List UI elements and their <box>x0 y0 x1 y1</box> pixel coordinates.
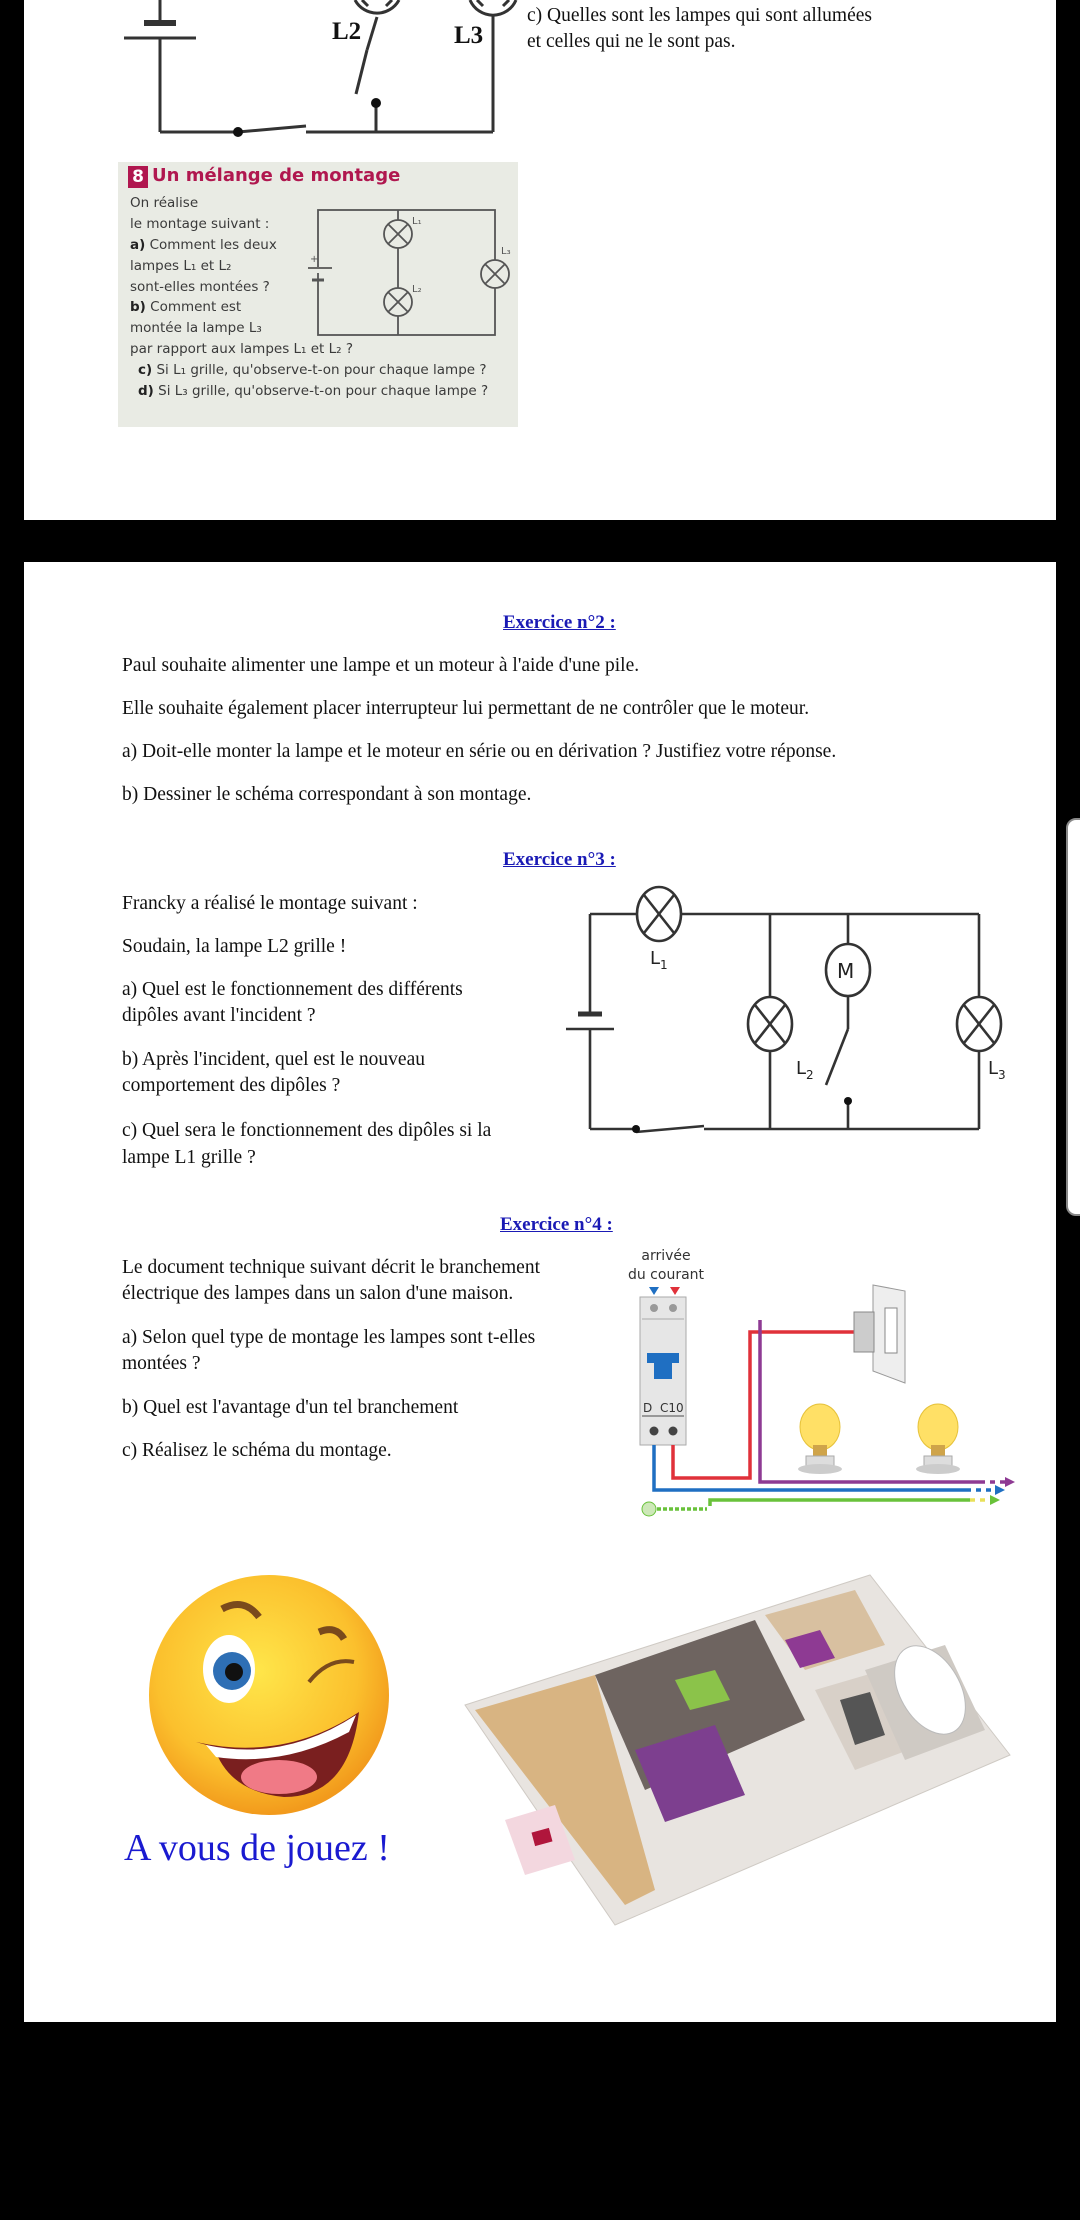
exercise-2-heading: Exercice n°2 : <box>503 612 616 633</box>
lamp-label-l3 <box>988 1058 1006 1082</box>
exercise-3-line: dipôles avant l'incident ? <box>122 1005 316 1026</box>
lamp-label-l1-sub: 1 <box>660 958 668 972</box>
ex8-label-l2: L₂ <box>412 284 422 295</box>
exercise-3-heading: Exercice n°3 : <box>503 849 616 870</box>
question-c-line-1: c) Quelles sont les lampes qui sont allumées <box>527 5 872 26</box>
lamp-label-l3-letter: L <box>988 1058 999 1079</box>
ex8-label-plus: + <box>310 254 319 265</box>
exercise-3-line: Soudain, la lampe L2 grille ! <box>122 936 347 957</box>
ex8-line: On réalise <box>130 195 199 211</box>
ex8-line: Comment les deux <box>149 237 277 253</box>
winking-smiley-image <box>144 1567 404 1827</box>
ex8-marker-c: c) <box>138 362 153 378</box>
exercise-8-number: 8 <box>128 166 148 188</box>
exercise-2-line: a) Doit-elle monter la lampe et le moteur en série ou en dérivation ? Justifiez votre réponse. <box>122 741 837 762</box>
ex8-marker-a: a) <box>130 237 146 253</box>
lamp-label-l1-letter: L <box>650 948 661 969</box>
ex8-line: Si L₃ grille, qu'observe-t-on pour chaque lampe ? <box>158 383 489 399</box>
ex8-line: lampes L₁ et L₂ <box>130 258 232 274</box>
light-switch <box>854 1285 905 1383</box>
circuit-breaker <box>640 1297 686 1445</box>
exercise-3-line: lampe L1 grille ? <box>122 1147 256 1168</box>
label-l2: L2 <box>332 18 362 45</box>
switch-contact <box>632 1125 640 1133</box>
exercise-4-line: Le document technique suivant décrit le branchement <box>122 1257 541 1278</box>
ex8-line: par rapport aux lampes L₁ et L₂ ? <box>130 341 354 357</box>
side-panel-handle[interactable] <box>1066 818 1080 1216</box>
exercise-3-line: a) Quel est le fonctionnement des différents <box>122 979 463 1000</box>
ex8-line: montée la lampe L₃ <box>130 320 262 336</box>
ex8-line: sont-elles montées ? <box>130 279 270 295</box>
lamp-1 <box>798 1404 842 1474</box>
exercise-3-line: Francky a réalisé le montage suivant : <box>122 893 418 914</box>
document-page-2 <box>24 562 1056 2022</box>
exercise-2-line: Elle souhaite également placer interrupteur lui permettant de ne contrôler que le moteur. <box>122 698 810 719</box>
ex8-circuit-diagram <box>308 202 513 342</box>
lamp-label-l1 <box>650 948 668 972</box>
lamp-2 <box>916 1404 960 1474</box>
label-l3: L3 <box>454 22 484 49</box>
exercise-4-line: c) Réalisez le schéma du montage. <box>122 1440 392 1461</box>
exercise-3-line: b) Après l'incident, quel est le nouveau <box>122 1049 425 1070</box>
exercise-4-line: b) Quel est l'avantage d'un tel branchement <box>122 1397 459 1418</box>
arrival-label-1: arrivée <box>641 1248 691 1264</box>
exercise-3-line: comportement des dipôles ? <box>122 1075 341 1096</box>
phase-arrow-icon <box>670 1287 680 1295</box>
arrival-label-2: du courant <box>627 1267 705 1283</box>
wiring-diagram <box>610 1240 1020 1520</box>
motor-label: M <box>837 959 855 983</box>
exercise-3-circuit-diagram <box>554 872 1014 1147</box>
lamp-label-l2-sub: 2 <box>806 1068 814 1082</box>
house-floor-plan-image <box>445 1560 1020 1935</box>
exercise-2-line: Paul souhaite alimenter une lampe et un moteur à l'aide d'une pile. <box>122 655 640 676</box>
ex8-label-l1: L₁ <box>412 216 422 227</box>
exercise-4-line: a) Selon quel type de montage les lampes sont t-elles <box>122 1327 536 1348</box>
earth-wire <box>710 1500 970 1506</box>
exercise-8-photo <box>118 162 518 427</box>
ex8-label-l3: L₃ <box>501 246 511 257</box>
earth-ground-icon <box>642 1502 656 1516</box>
exercise-3-line: c) Quel sera le fonctionnement des dipôles si la <box>122 1120 492 1141</box>
exercise-4-line: montées ? <box>122 1353 201 1374</box>
lamp-label-l2-letter: L <box>796 1058 807 1079</box>
ex8-line: Si L₁ grille, qu'observe-t-on pour chaque lampe ? <box>156 362 487 378</box>
ex8-line: Comment est <box>150 299 242 315</box>
switch-contact <box>844 1097 852 1105</box>
breaker-label-d: D <box>643 1401 653 1415</box>
ex8-marker-b: b) <box>130 299 146 315</box>
exercise-2-line: b) Dessiner le schéma correspondant à son montage. <box>122 784 532 805</box>
lamp-label-l2 <box>796 1058 814 1082</box>
exercise-8-title: Un mélange de montage <box>152 165 401 186</box>
document-page-1 <box>24 0 1056 520</box>
switch-contact <box>371 98 381 108</box>
exercise-4-line: électrique des lampes dans un salon d'une maison. <box>122 1283 514 1304</box>
breaker-label-c10: C10 <box>660 1401 684 1415</box>
switch-contact <box>233 127 243 137</box>
exercise-4-heading: Exercice n°4 : <box>500 1214 613 1235</box>
ex8-line: le montage suivant : <box>130 216 270 232</box>
lamp-label-l3-sub: 3 <box>998 1068 1006 1082</box>
ex8-marker-d: d) <box>138 383 154 399</box>
closing-message: A vous de jouez ! <box>124 1827 390 1869</box>
neutral-arrow-icon <box>649 1287 659 1295</box>
question-c-line-2: et celles qui ne le sont pas. <box>527 31 736 52</box>
